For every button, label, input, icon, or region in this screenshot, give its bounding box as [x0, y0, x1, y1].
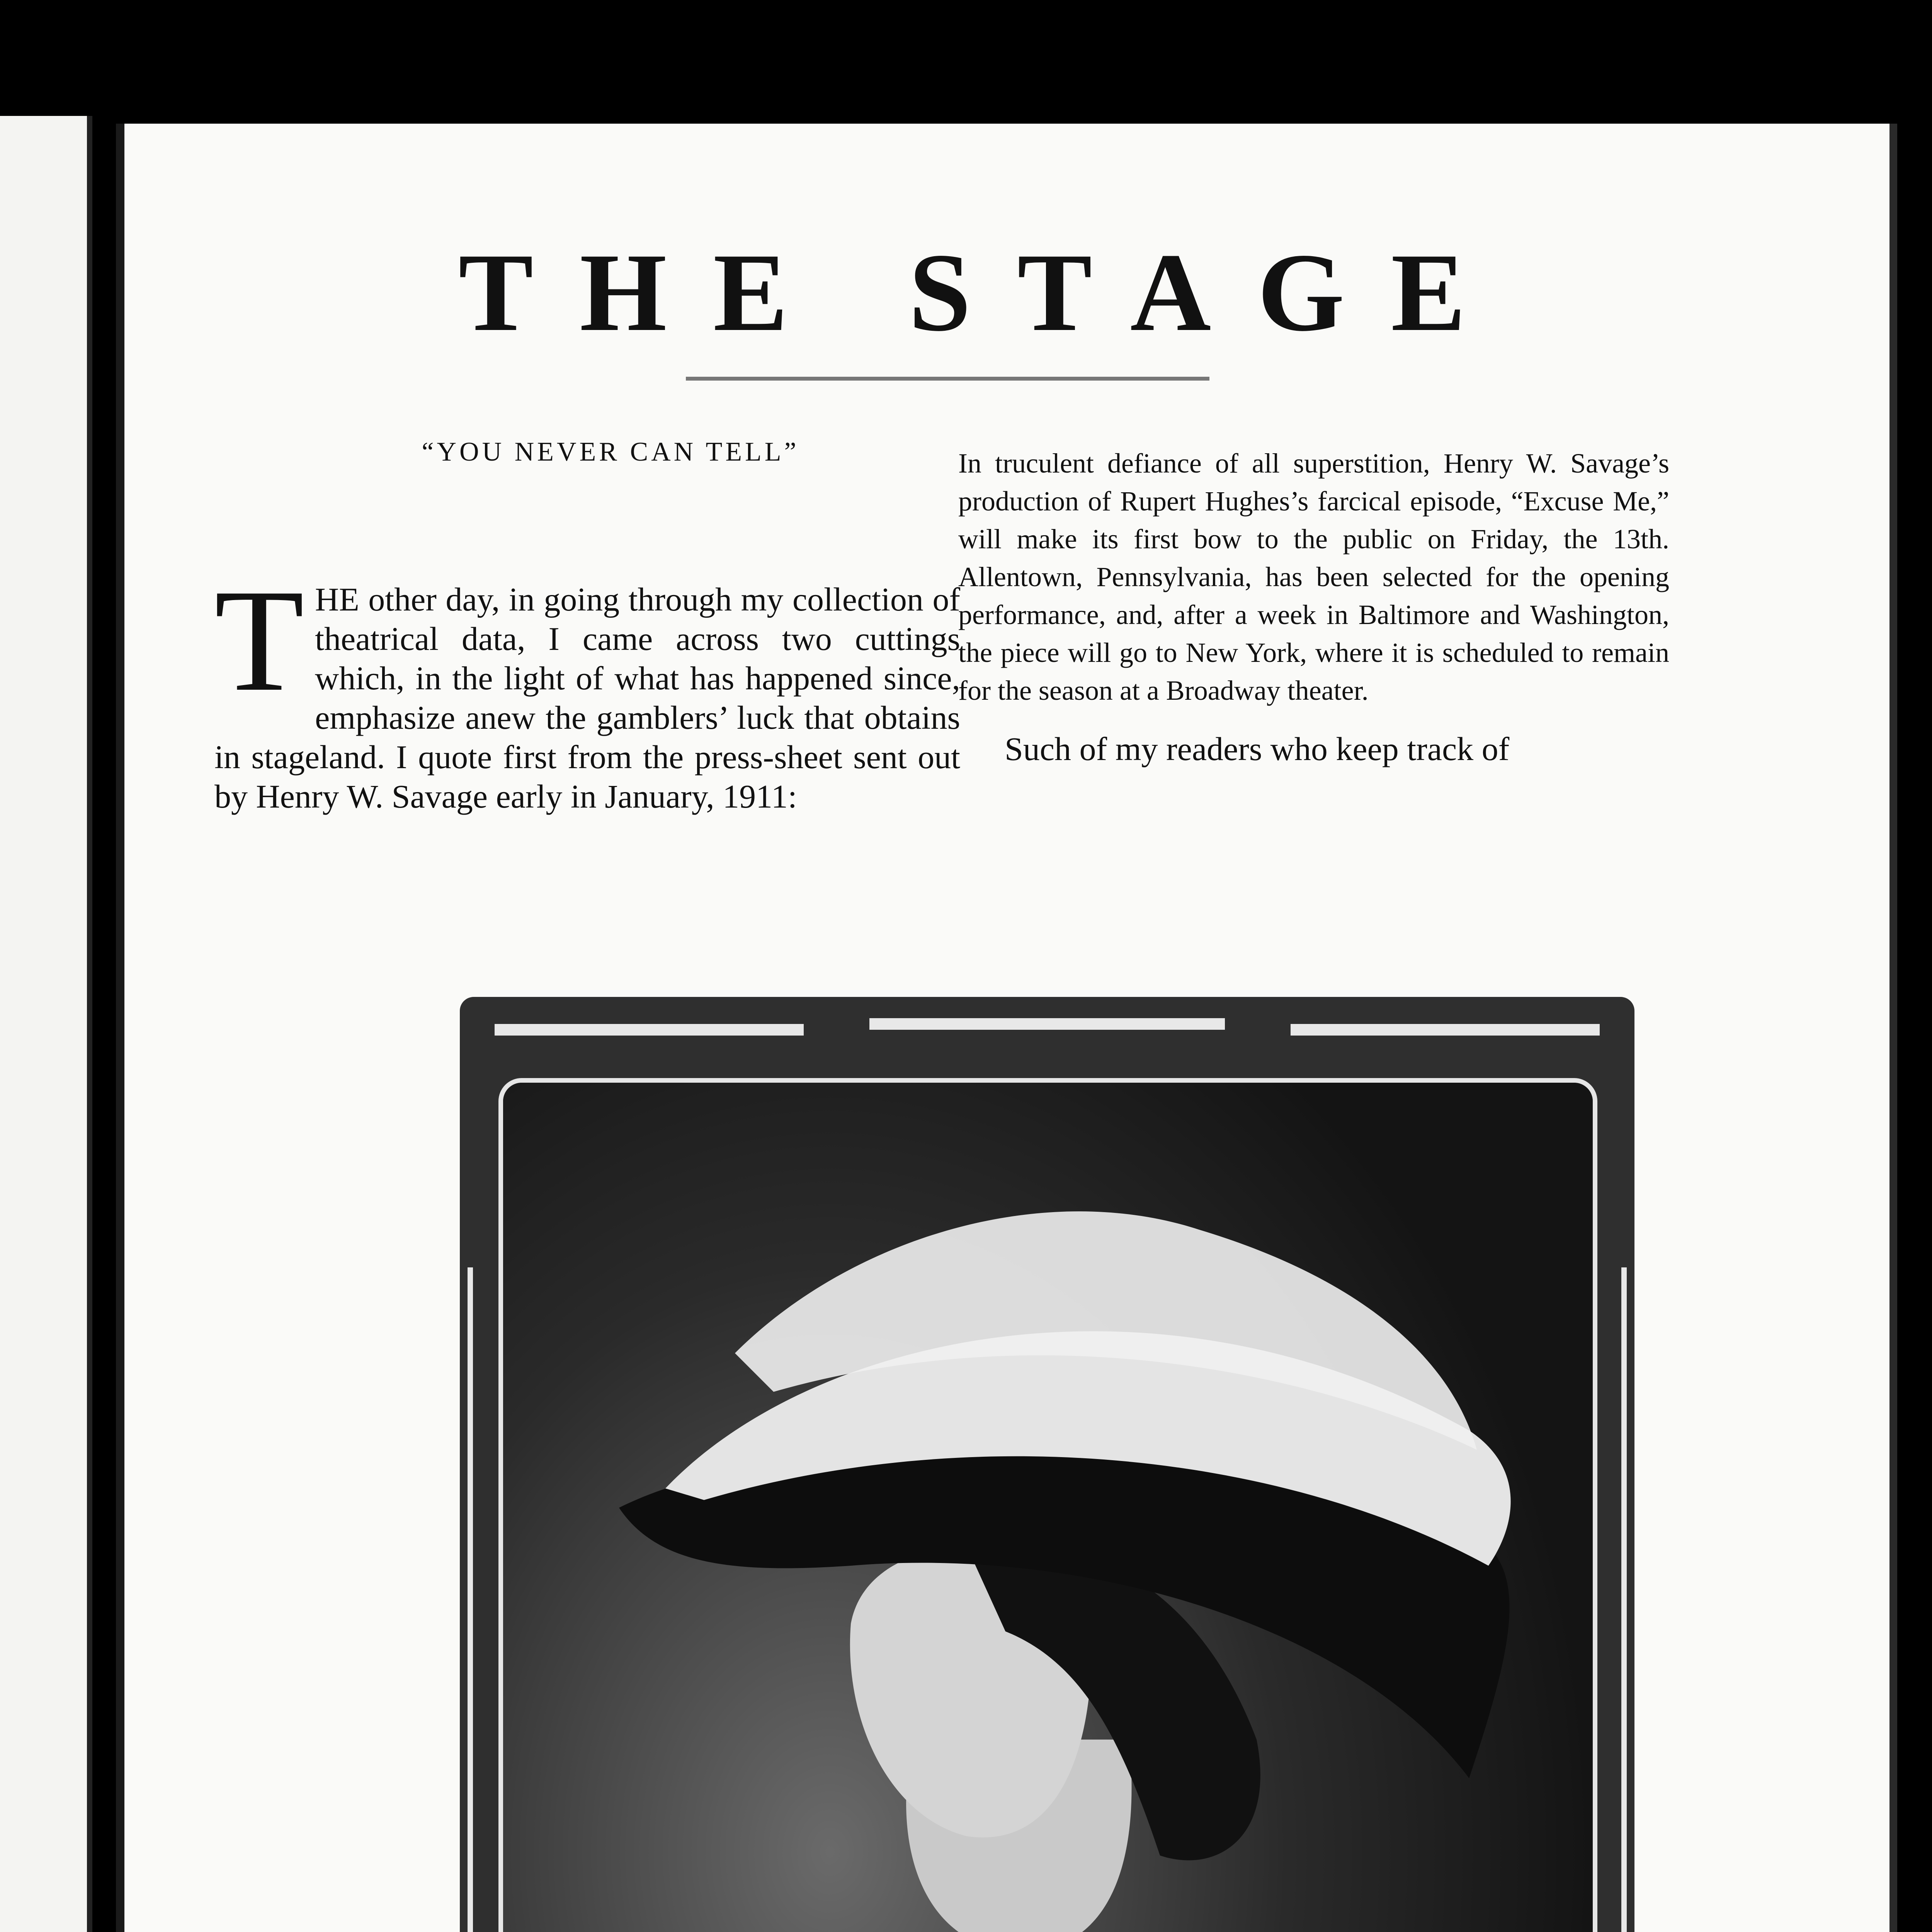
right-paragraph-1: In truculent defiance of all superstition, Henry W. Savage’s production of Rupert Hughes’s farcical episode, “Excuse Me,” will make its first bow to the public on Friday, the 13th. Allentown, Pennsylvania, has been selected for the opening performance, and, after a week in Baltimore and Washington, the piece will go to New York, where it is scheduled to remain for the season at a Broadway theater. — [958, 448, 1669, 706]
lead-paragraph — [214, 559, 960, 816]
page-title: THE STAGE — [458, 230, 1512, 354]
right-paragraph-2: Such of my readers who keep track of — [1005, 730, 1510, 767]
facing-page-edge — [0, 116, 92, 1932]
lead-paragraph-text: HE other day, in going through my collection of theatrical data, I came across two cuttings which, in the light of what has happened since, emphasize anew the gamblers’ luck that obtains in stageland. I quote first from the press-sheet sent out by Henry W. Savage early in January, 1911: — [214, 581, 960, 815]
portrait-photo — [498, 1078, 1597, 1932]
section-heading: “YOU NEVER CAN TELL” — [422, 437, 799, 467]
portrait-photo-icon — [503, 1083, 1593, 1932]
photo-frame — [460, 997, 1634, 1932]
left-column — [214, 559, 960, 816]
title-divider — [686, 377, 1209, 381]
dropcap: T — [214, 559, 304, 722]
right-column — [958, 444, 1669, 769]
